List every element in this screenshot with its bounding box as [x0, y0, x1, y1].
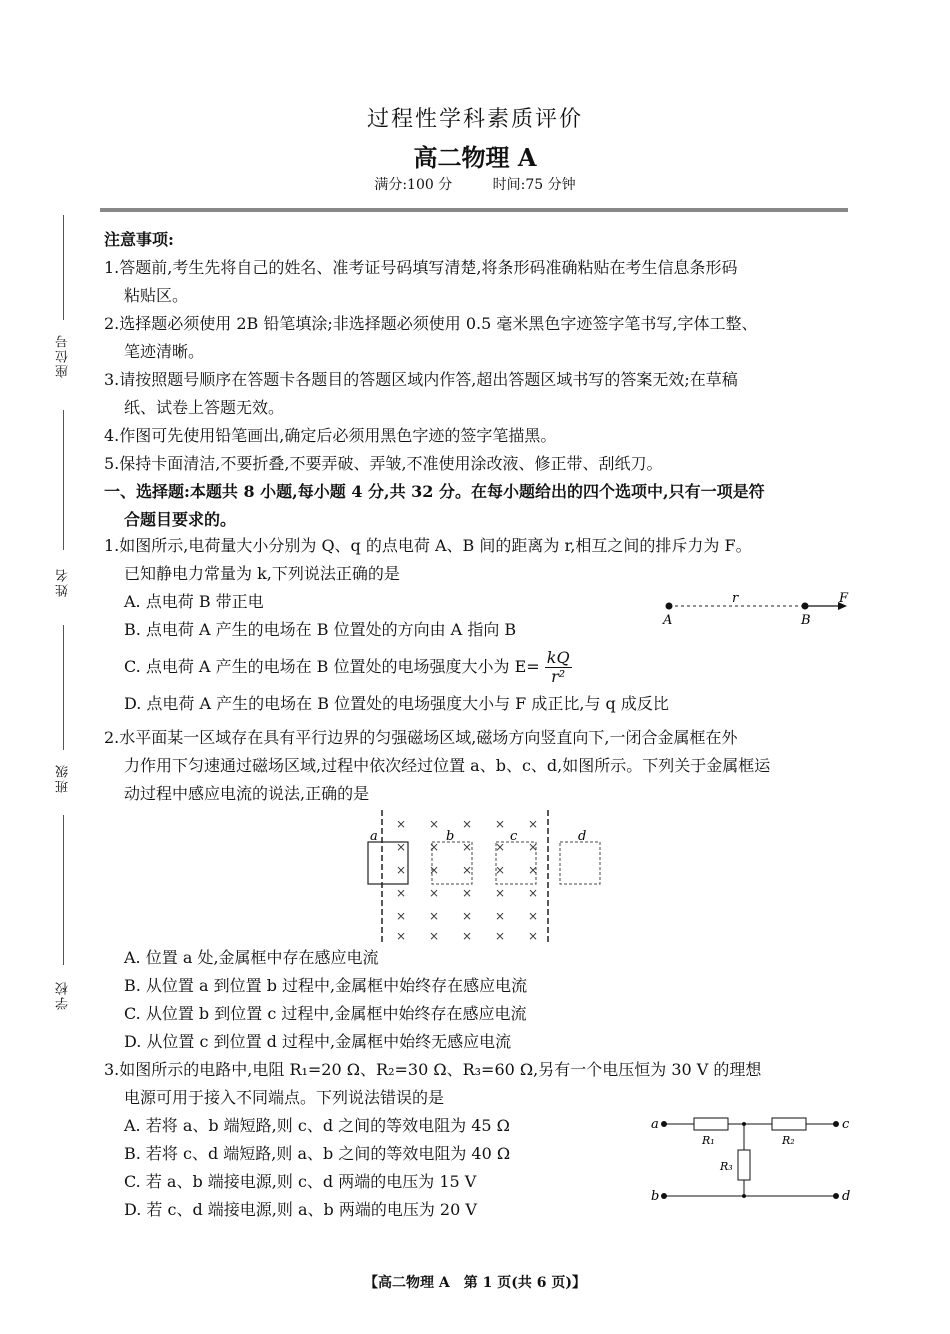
q3-option-b: B. 若将 c、d 端短路,则 a、b 之间的等效电阻为 40 Ω [124, 1144, 511, 1163]
label-a: A [663, 613, 673, 628]
label-c: c [510, 829, 518, 844]
seat-number-label: 座位号 [56, 333, 71, 378]
exam-time: 时间:75 分钟 [492, 177, 576, 193]
margin-line [63, 625, 64, 750]
school-label: 学校 [56, 980, 71, 1010]
fraction [545, 649, 572, 686]
q1-option-c [104, 644, 864, 690]
q1-stem-cont: 已知静电力常量为 k,下列说法正确的是 [124, 564, 400, 583]
field-x-mark: × [528, 886, 539, 900]
field-x-mark: × [528, 929, 539, 943]
field-x-mark: × [429, 840, 440, 854]
label-b: b [651, 1189, 660, 1204]
charge-a-dot [666, 603, 673, 610]
q2-option-b: B. 从位置 a 到位置 b 过程中,金属框中始终存在感应电流 [124, 976, 528, 995]
section-heading-cont: 合题目要求的。 [124, 510, 237, 529]
label-b: B [801, 613, 811, 628]
name-label: 姓名 [56, 567, 71, 597]
notice-item: 3.请按照题号顺序在答题卡各题目的答题区域内作答,超出答题区域书写的答案无效;在草稿 [104, 370, 738, 389]
q2-option-a: A. 位置 a 处,金属框中存在感应电流 [124, 948, 379, 967]
field-x-mark: × [528, 817, 539, 831]
field-x-mark: × [396, 886, 407, 900]
field-x-mark: × [495, 840, 506, 854]
page-footer: 【高二物理 A 第 1 页(共 6 页)】 [364, 1275, 586, 1291]
exam-meta [0, 174, 950, 194]
section-heading: 一、选择题:本题共 8 小题,每小题 4 分,共 32 分。在每小题给出的四个选项中,只有一项是符 [104, 482, 765, 501]
label-r1: R₁ [702, 1134, 715, 1147]
field-x-mark: × [528, 840, 539, 854]
notice-heading: 注意事项: [104, 230, 174, 249]
field-x-mark: × [462, 909, 473, 923]
field-x-mark: × [429, 886, 440, 900]
notice-item: 笔迹清晰。 [124, 342, 205, 361]
field-x-mark: × [429, 817, 440, 831]
label-d: d [842, 1189, 851, 1204]
q1-figure [655, 588, 855, 630]
field-x-mark: × [495, 909, 506, 923]
frame-position-d [560, 842, 600, 884]
label-r: r [732, 591, 739, 606]
label-a: a [651, 1117, 659, 1132]
label-r3: R₃ [720, 1160, 733, 1173]
terminal-d [833, 1193, 839, 1199]
margin-line [63, 815, 64, 965]
notice-item: 2.选择题必须使用 2B 铅笔填涂;非选择题必须使用 0.5 毫米黑色字迹签字笔书写,字体工整、 [104, 314, 758, 333]
q2-stem-cont: 动过程中感应电流的说法,正确的是 [124, 784, 370, 803]
resistor-r2 [772, 1118, 806, 1130]
header-rule [100, 208, 848, 212]
junction [742, 1194, 746, 1198]
field-x-mark: × [396, 929, 407, 943]
q2-figure [360, 808, 610, 944]
field-x-mark: × [429, 929, 440, 943]
notice-item: 1.答题前,考生先将自己的姓名、准考证号码填写清楚,将条形码准确粘贴在考生信息条形码 [104, 258, 738, 277]
terminal-a [661, 1121, 667, 1127]
junction [742, 1122, 746, 1126]
q1-option-b: B. 点电荷 A 产生的电场在 B 位置处的方向由 A 指向 B [124, 620, 517, 639]
field-x-mark: × [462, 929, 473, 943]
notice-item: 粘贴区。 [124, 286, 189, 305]
field-x-mark: × [495, 863, 506, 877]
class-label: 班级 [56, 763, 71, 793]
field-x-mark: × [495, 817, 506, 831]
field-x-mark: × [462, 840, 473, 854]
question-2-options [104, 944, 864, 1056]
q1-option-a: A. 点电荷 B 带正电 [124, 592, 264, 611]
field-x-mark: × [396, 909, 407, 923]
field-x-mark: × [396, 863, 407, 877]
field-x-mark: × [396, 840, 407, 854]
question-2 [104, 724, 864, 808]
q2-option-c: C. 从位置 b 到位置 c 过程中,金属框中始终存在感应电流 [124, 1004, 527, 1023]
field-x-mark: × [429, 863, 440, 877]
field-x-mark: × [495, 929, 506, 943]
field-x-mark: × [462, 817, 473, 831]
notice-item: 5.保持卡面清洁,不要折叠,不要弄破、弄皱,不准使用涂改液、修正带、刮纸刀。 [104, 454, 663, 473]
field-x-mark: × [495, 886, 506, 900]
q3-option-c: C. 若 a、b 端接电源,则 c、d 两端的电压为 15 V [124, 1172, 477, 1191]
field-x-mark: × [429, 909, 440, 923]
label-d: d [578, 829, 587, 844]
fraction-denominator: r² [551, 667, 566, 686]
exam-subject-title: 高二物理 A [413, 143, 537, 172]
terminal-b [661, 1193, 667, 1199]
notice-block [104, 226, 854, 534]
field-x-mark: × [528, 909, 539, 923]
q2-stem: 2.水平面某一区域存在具有平行边界的匀强磁场区域,磁场方向竖直向下,一闭合金属框在外 [104, 728, 738, 747]
field-x-mark: × [462, 863, 473, 877]
label-b: b [446, 829, 455, 844]
field-x-mark: × [462, 886, 473, 900]
q1-option-c-text: C. 点电荷 A 产生的电场在 B 位置处的电场强度大小为 E= [124, 657, 540, 676]
label-c: c [842, 1117, 850, 1132]
q3-stem-cont: 电源可用于接入不同端点。下列说法错误的是 [124, 1088, 445, 1107]
exam-series-title: 过程性学科素质评价 [366, 107, 583, 132]
resistor-r1 [694, 1118, 728, 1130]
label-r2: R₂ [782, 1134, 795, 1147]
margin-line [63, 410, 64, 550]
q2-option-d: D. 从位置 c 到位置 d 过程中,金属框中始终无感应电流 [124, 1032, 512, 1051]
q1-stem: 1.如图所示,电荷量大小分别为 Q、q 的点电荷 A、B 间的距离为 r,相互之间的排斥力为 F。 [104, 536, 752, 555]
full-score: 满分:100 分 [374, 177, 453, 193]
binding-margin [48, 215, 76, 1035]
q2-stem-cont: 力作用下匀速通过磁场区域,过程中依次经过位置 a、b、c、d,如图所示。下列关于金属框运 [124, 756, 771, 775]
q1-option-d: D. 点电荷 A 产生的电场在 B 位置处的电场强度大小与 F 成正比,与 q 成反比 [124, 694, 669, 713]
label-a: a [370, 829, 378, 844]
notice-item: 4.作图可先使用铅笔画出,确定后必须用黑色字迹的签字笔描黑。 [104, 426, 557, 445]
q3-stem: 3.如图所示的电路中,电阻 R₁=20 Ω、R₂=30 Ω、R₃=60 Ω,另有一个电压恒为 30 V 的理想 [104, 1060, 762, 1079]
terminal-c [833, 1121, 839, 1127]
q3-option-a: A. 若将 a、b 端短路,则 c、d 之间的等效电阻为 45 Ω [124, 1116, 510, 1135]
margin-line [63, 215, 64, 320]
field-x-mark: × [396, 817, 407, 831]
label-f: F [839, 591, 849, 606]
field-x-mark: × [528, 863, 539, 877]
fraction-numerator: kQ [546, 648, 570, 667]
resistor-r3 [738, 1150, 750, 1180]
notice-item: 纸、试卷上答题无效。 [124, 398, 285, 417]
q3-circuit-figure [648, 1110, 858, 1206]
q3-option-d: D. 若 c、d 端接电源,则 a、b 两端的电压为 20 V [124, 1200, 477, 1219]
